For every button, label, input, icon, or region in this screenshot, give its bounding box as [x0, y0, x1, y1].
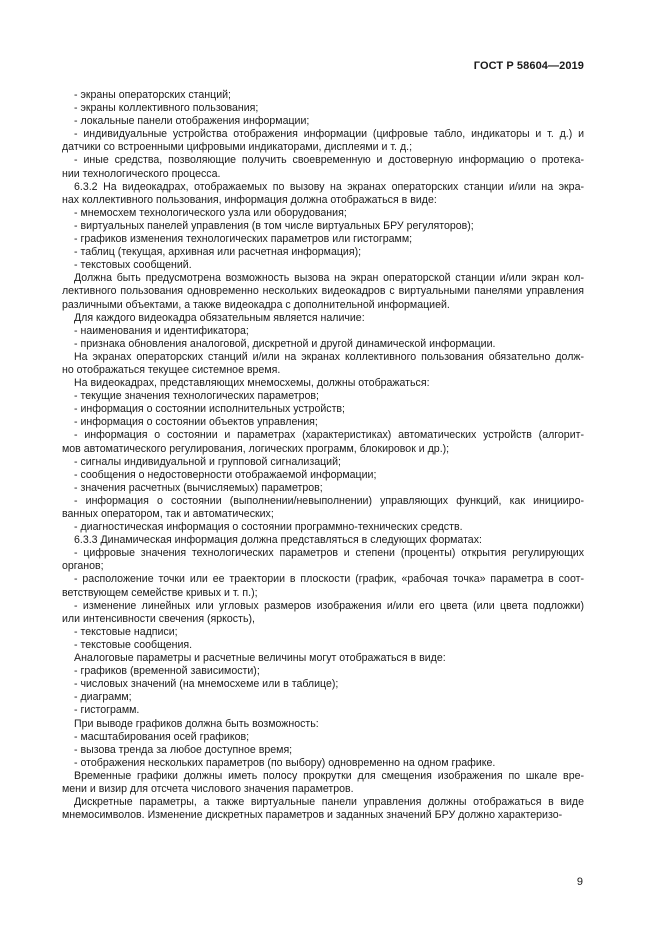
text-line: - локальные панели отображения информации; [74, 115, 310, 128]
text-line: - графиков изменения технологических параметров или гистограмм; [74, 233, 413, 246]
text-line: - изменение линейных или угловых размеров изображения и/или его цвета (или цвета подложки) [74, 599, 584, 612]
text-line: Аналоговые параметры и расчетные величины могут отображаться в виде: [74, 652, 446, 665]
text-line: Должна быть предусмотрена возможность вызова на экран операторской станции и/или экран кол- [74, 272, 584, 285]
text-line: 6.3.3 Динамическая информация должна представляться в следующих форматах: [74, 534, 482, 547]
text-line: - наименования и идентификатора; [74, 324, 249, 337]
text-line: - индивидуальные устройства отображения информации (цифровые табло, индикаторы и т. д.) и [74, 128, 584, 141]
text-line: лективного пользования одновременно нескольких видеокадров с виртуальными панелями управления [62, 285, 584, 298]
text-line: ванных оператором, так и автоматических; [62, 508, 274, 520]
text-line: - таблиц (текущая, архивная или расчетная информация); [74, 246, 362, 259]
text-line: различными объектами, а также видеокадра с дополнительной информацией. [62, 298, 450, 311]
text-line: Дискретные параметры, а также виртуальные панели управления должны отображаться в виде [74, 796, 584, 809]
text-line: - текущие значения технологических параметров; [74, 390, 319, 403]
text-line: - мнемосхем технологического узла или оборудования; [74, 206, 347, 219]
document-body [62, 89, 584, 822]
text-line: - значения расчетных (вычисляемых) параметров; [74, 481, 323, 494]
text-line: - экраны коллективного пользования; [74, 102, 259, 115]
text-line: 6.3.2 На видеокадрах, отображаемых по вызову на экранах операторских станции и/или на экра- [74, 180, 584, 193]
text-line: - сигналы индивидуальной и групповой сигнализаций; [74, 455, 341, 468]
text-line: - числовых значений (на мнемосхеме или в таблице); [74, 678, 339, 691]
text-line: - признака обновления аналоговой, дискретной и другой динамической информации. [74, 337, 496, 350]
standard-header: ГОСТ Р 58604—2019 [473, 60, 584, 72]
text-line: - отображения нескольких параметров (по выбору) одновременно на одном графике. [74, 756, 496, 769]
text-line: нах коллективного пользования, информация должна отображаться в виде: [62, 193, 437, 206]
page-number: 9 [576, 876, 583, 888]
text-line: - масштабирования осей графиков; [74, 730, 250, 743]
text-line: - расположение точки или ее траектории в плоскости (график, «рабочая точка» параметра в соот- [74, 573, 584, 586]
text-line: нии технологического процесса. [62, 167, 221, 180]
text-line: - текстовые надписи; [74, 625, 178, 638]
text-line: На экранах операторских станций и/или на экранах коллективного пользования обязательно долж- [74, 350, 584, 363]
text-line: - диагностическая информация о состоянии программно-технических средств. [74, 521, 463, 534]
text-line: - виртуальных панелей управления (в том числе виртуальных БРУ регуляторов); [74, 219, 474, 232]
text-line: - экраны операторских станций; [74, 89, 231, 101]
text-line: - цифровые значения технологических параметров и степени (проценты) открытия регулирующих [74, 547, 584, 560]
text-line: Временные графики должны иметь полосу прокрутки для смещения изображения по шкале вре- [74, 769, 584, 782]
text-line: - графиков (временной зависимости); [74, 665, 260, 678]
text-line: датчики со встроенными цифровыми индикаторами, дисплеями и т. д.; [62, 141, 413, 154]
text-line: - сообщения о недостоверности отображаемой информации; [74, 468, 377, 481]
text-line: - информация о состоянии и параметрах (характеристиках) автоматических устройств (алгорит- [74, 429, 584, 442]
text-line: мнемосимволов. Изменение дискретных параметров и заданных значений БРУ должно характеризо- [62, 809, 563, 822]
text-line: - текстовых сообщений. [74, 259, 192, 272]
text-line: мов автоматического регулирования, логических программ, блокировок и др.); [62, 442, 450, 455]
text-line: - информация о состоянии исполнительных устройств; [74, 403, 345, 416]
text-line: органов; [62, 560, 104, 573]
text-line: - гистограмм. [74, 704, 140, 717]
text-line: Для каждого видеокадра обязательным является наличие: [74, 311, 365, 324]
text-line: или интенсивности свечения (яркость), [62, 612, 255, 625]
text-line: - диаграмм; [74, 691, 132, 704]
text-line: - вызова тренда за любое доступное время; [74, 743, 293, 756]
text-line: но отображаться текущее системное время. [62, 363, 281, 376]
text-line: ветствующем семействе кривых и т. п.); [62, 586, 258, 599]
text-line: мени и визир для отсчета числового значения параметров. [62, 782, 354, 795]
text-line: - иные средства, позволяющие получить своевременную и достоверную информацию о протека- [74, 154, 584, 167]
text-line: На видеокадрах, представляющих мнемосхемы, должны отображаться: [74, 377, 430, 390]
text-line: - информация о состоянии объектов управления; [74, 416, 318, 429]
text-line: - информация о состоянии (выполнении/невыполнении) управляющих функций, как иницииро- [74, 494, 584, 507]
text-line: При выводе графиков должна быть возможность: [74, 717, 319, 730]
text-line: - текстовые сообщения. [74, 638, 193, 651]
